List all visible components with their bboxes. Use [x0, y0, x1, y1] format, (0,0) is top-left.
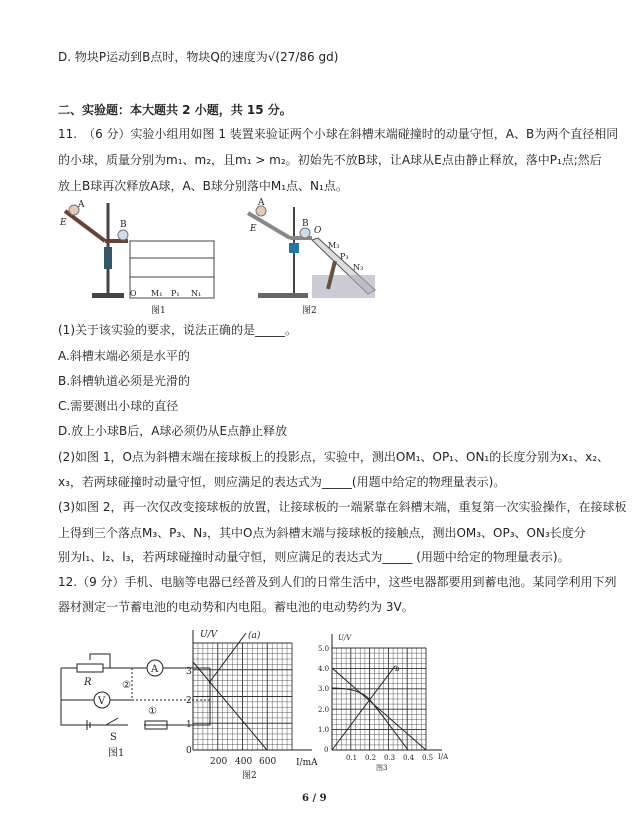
ytick: 3.0	[318, 685, 330, 693]
label-p3: P₃	[340, 252, 349, 261]
label-r: R	[84, 677, 92, 688]
option-d-previous: D. 物块P运动到B点时，物块Q的速度为√(27/86 gd)	[58, 50, 339, 64]
xtick: 0.5	[422, 754, 434, 762]
ytick: 3	[186, 667, 192, 677]
graph-3-curve-label: b	[395, 665, 400, 673]
ytick: 1.0	[318, 726, 330, 734]
q11-part-2-line-2: x₃，若两球碰撞时动量守恒，则应满足的表达式为_____(用题中给定的物理量表示)。	[58, 475, 506, 489]
label-e: E	[60, 218, 67, 228]
ytick: 4.0	[318, 665, 330, 673]
graph-2-ylabel: U/V	[200, 630, 218, 640]
ytick: 1	[186, 720, 192, 730]
voltmeter-label: V	[98, 696, 106, 707]
label-m1: M₁	[151, 289, 163, 298]
xtick: 600	[259, 757, 277, 767]
graph-2-caption: 图2	[242, 771, 257, 781]
label-a: A	[78, 200, 85, 210]
label-o: O	[314, 226, 322, 236]
graph-3-ylabel: U/V	[338, 634, 352, 642]
q11-option-a: A.斜槽末端必须是水平的	[58, 349, 190, 363]
circuit-caption: 图1	[108, 748, 125, 759]
label-b: B	[302, 219, 309, 229]
xtick: 0.4	[403, 754, 415, 762]
ytick: 0	[324, 746, 329, 754]
circuit-diagram	[61, 654, 210, 730]
label-p1: P₁	[171, 289, 180, 298]
figure-2-apparatus	[248, 198, 375, 316]
graph-2-xlabel: I/mA	[296, 758, 318, 768]
q11-part-3-line-1: (3)如图 2，再一次仅改变接球板的放置，让接球板的一端紧靠在斜槽末端，重复第一次实验操作，在接球板	[58, 500, 627, 514]
graph-2-curve-label: (a)	[248, 631, 261, 641]
label-b: B	[120, 220, 127, 230]
q12-line-1: 12.（9 分）手机、电脑等电器已经普及到人们的日常生活中，这些电器都要用到蓄电池。某同学利用下列	[58, 575, 617, 589]
label-n1: N₁	[191, 289, 202, 298]
q11-line-1: 11. （6 分）实验小组用如图 1 装置来验证两个小球在斜槽末端碰撞时的动量守恒，A、B为两个直径相同	[58, 127, 619, 141]
q11-part-1: (1)关于该实验的要求，说法正确的是_____。	[58, 323, 297, 337]
label-n3: N₃	[353, 263, 364, 272]
q11-option-b: B.斜槽轨道必须是光滑的	[58, 374, 191, 388]
ytick: 2	[186, 696, 192, 706]
label-1: ①	[148, 706, 157, 717]
q11-part-2-line-1: (2)如图 1，O点为斜槽末端在接球板上的投影点，实验中，测出OM₁、OP₁、ON₁的长度分别为x₁、x₂、	[58, 450, 610, 464]
q11-line-3: 放上B球再次释放A球，A、B球分别落中M₁点、N₁点。	[58, 179, 348, 193]
graph-3-xlabel: I/A	[438, 753, 449, 761]
figure-2-caption: 图2	[302, 306, 317, 316]
q12-figures	[50, 620, 610, 820]
xtick: 0.1	[346, 754, 358, 762]
xtick: 400	[235, 757, 253, 767]
q11-line-2: 的小球，质量分别为m₁、m₂，且m₁ > m₂。初始先不放B球，让A球从E点由静止释放，落中P₁点;然后	[58, 153, 602, 167]
graph-3	[318, 634, 449, 772]
label-s: S	[110, 732, 117, 743]
xtick: 200	[210, 757, 228, 767]
section-heading: 二、实验题：本大题共 2 小题，共 15 分。	[58, 103, 292, 117]
label-2: ②	[122, 680, 131, 691]
q12-line-2: 器材测定一节蓄电池的电动势和内电阻。蓄电池的电动势约为 3V。	[58, 600, 414, 614]
q11-figures	[50, 195, 390, 320]
ytick: 0	[186, 746, 192, 756]
ytick: 2.0	[318, 706, 330, 714]
figure-1-apparatus	[59, 200, 214, 316]
q11-part-3-line-2: 上得到三个落点M₃、P₃、N₃，其中O点为斜槽末端与接球板的接触点，测出OM₃、OP₃、ON₃长度分	[58, 526, 586, 540]
label-m3: M₃	[328, 241, 340, 250]
xtick: 0.3	[384, 754, 396, 762]
graph-3-caption: 图3	[376, 764, 388, 772]
figure-1-caption: 图1	[151, 306, 166, 316]
label-e: E	[250, 224, 257, 234]
q11-option-d: D.放上小球B后，A球必须仍从E点静止释放	[58, 424, 288, 438]
ytick: 5.0	[318, 645, 330, 653]
q11-part-3-line-3: 别为l₁、l₂、l₃，若两球碰撞时动量守恒，则应满足的表达式为_____ (用题中给定的物理量表示)。	[58, 550, 570, 564]
graph-2	[186, 630, 318, 781]
label-o: O	[130, 289, 137, 298]
label-a: A	[258, 198, 265, 208]
q11-option-c: C.需要测出小球的直径	[58, 399, 179, 413]
xtick: 0.2	[365, 754, 377, 762]
page-number: 6 / 9	[302, 793, 327, 804]
ammeter-label: A	[151, 664, 159, 675]
